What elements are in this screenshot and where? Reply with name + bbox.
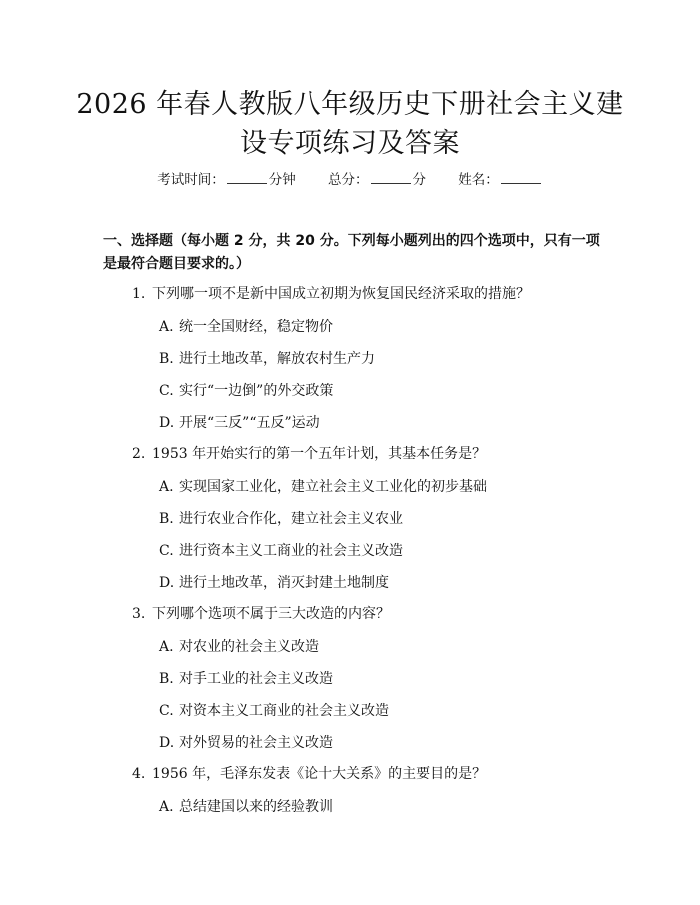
total-score bbox=[328, 168, 426, 188]
exam-info bbox=[0, 168, 700, 188]
total-score-blank bbox=[371, 171, 411, 184]
question-text: 下列哪个选项不属于三大改造的内容？ bbox=[152, 606, 390, 622]
question-3-option-b bbox=[159, 668, 333, 688]
question-2-option-b bbox=[159, 508, 403, 528]
option-letter: A. bbox=[159, 799, 174, 815]
option-text: 实现国家工业化，建立社会主义工业化的初步基础 bbox=[179, 479, 487, 495]
option-text: 总结建国以来的经验教训 bbox=[179, 799, 333, 815]
question-1-option-a bbox=[159, 316, 333, 336]
option-letter: D. bbox=[159, 415, 175, 431]
question-3-option-c bbox=[159, 700, 389, 720]
section-heading: 一、选择题（每小题 2 分，共 20 分。下列每小题列出的四个选项中，只有一项是最符合题目要求的。） bbox=[103, 233, 600, 272]
option-letter: C. bbox=[159, 543, 174, 559]
student-name bbox=[458, 168, 543, 188]
option-letter: B. bbox=[159, 511, 174, 527]
question-number: 3. bbox=[132, 606, 146, 622]
option-text: 统一全国财经，稳定物价 bbox=[179, 319, 333, 335]
question-3 bbox=[132, 603, 390, 623]
question-4-option-a bbox=[159, 796, 333, 816]
student-name-label: 姓名： bbox=[458, 172, 499, 188]
option-text: 开展“三反”“五反”运动 bbox=[179, 415, 320, 431]
exam-time-unit: 分钟 bbox=[268, 172, 296, 188]
option-text: 对资本主义工商业的社会主义改造 bbox=[179, 703, 389, 719]
option-text: 进行农业合作化，建立社会主义农业 bbox=[179, 511, 403, 527]
option-text: 对外贸易的社会主义改造 bbox=[179, 735, 333, 751]
question-1-option-c bbox=[159, 380, 333, 400]
question-text: 1953 年开始实行的第一个五年计划，其基本任务是？ bbox=[152, 446, 487, 462]
option-letter: B. bbox=[159, 351, 174, 367]
total-score-label: 总分： bbox=[328, 172, 369, 188]
option-letter: C. bbox=[159, 703, 174, 719]
exam-time-blank bbox=[227, 171, 267, 184]
question-3-option-a bbox=[159, 636, 319, 656]
question-1 bbox=[132, 283, 530, 303]
exam-time-label: 考试时间： bbox=[157, 172, 225, 188]
question-2-option-c bbox=[159, 540, 403, 560]
document-title-line-2: 设专项练习及答案 bbox=[240, 128, 460, 159]
question-1-option-d bbox=[159, 412, 320, 432]
student-name-blank bbox=[501, 171, 541, 184]
question-2-option-a bbox=[159, 476, 487, 496]
document-title-line-1: 2026 年春人教版八年级历史下册社会主义建 bbox=[76, 89, 624, 120]
option-letter: D. bbox=[159, 575, 175, 591]
option-text: 进行资本主义工商业的社会主义改造 bbox=[179, 543, 403, 559]
option-text: 进行土地改革，解放农村生产力 bbox=[179, 351, 375, 367]
option-text: 对农业的社会主义改造 bbox=[179, 639, 319, 655]
question-1-option-b bbox=[159, 348, 375, 368]
question-text: 1956 年，毛泽东发表《论十大关系》的主要目的是？ bbox=[152, 766, 487, 782]
question-3-option-d bbox=[159, 732, 333, 752]
option-text: 实行“一边倒”的外交政策 bbox=[179, 383, 334, 399]
question-number: 1. bbox=[132, 286, 146, 302]
option-letter: A. bbox=[159, 319, 174, 335]
option-text: 进行土地改革，消灭封建土地制度 bbox=[179, 575, 389, 591]
question-text: 下列哪一项不是新中国成立初期为恢复国民经济采取的措施？ bbox=[152, 286, 530, 302]
question-2-option-d bbox=[159, 572, 389, 592]
question-number: 4. bbox=[132, 766, 146, 782]
question-2 bbox=[132, 443, 486, 463]
question-4 bbox=[132, 763, 486, 783]
option-letter: A. bbox=[159, 479, 174, 495]
exam-time bbox=[157, 168, 296, 188]
option-letter: D. bbox=[159, 735, 175, 751]
option-letter: C. bbox=[159, 383, 174, 399]
total-score-unit: 分 bbox=[412, 172, 426, 188]
question-number: 2. bbox=[132, 446, 146, 462]
option-letter: B. bbox=[159, 671, 174, 687]
option-text: 对手工业的社会主义改造 bbox=[179, 671, 333, 687]
option-letter: A. bbox=[159, 639, 174, 655]
